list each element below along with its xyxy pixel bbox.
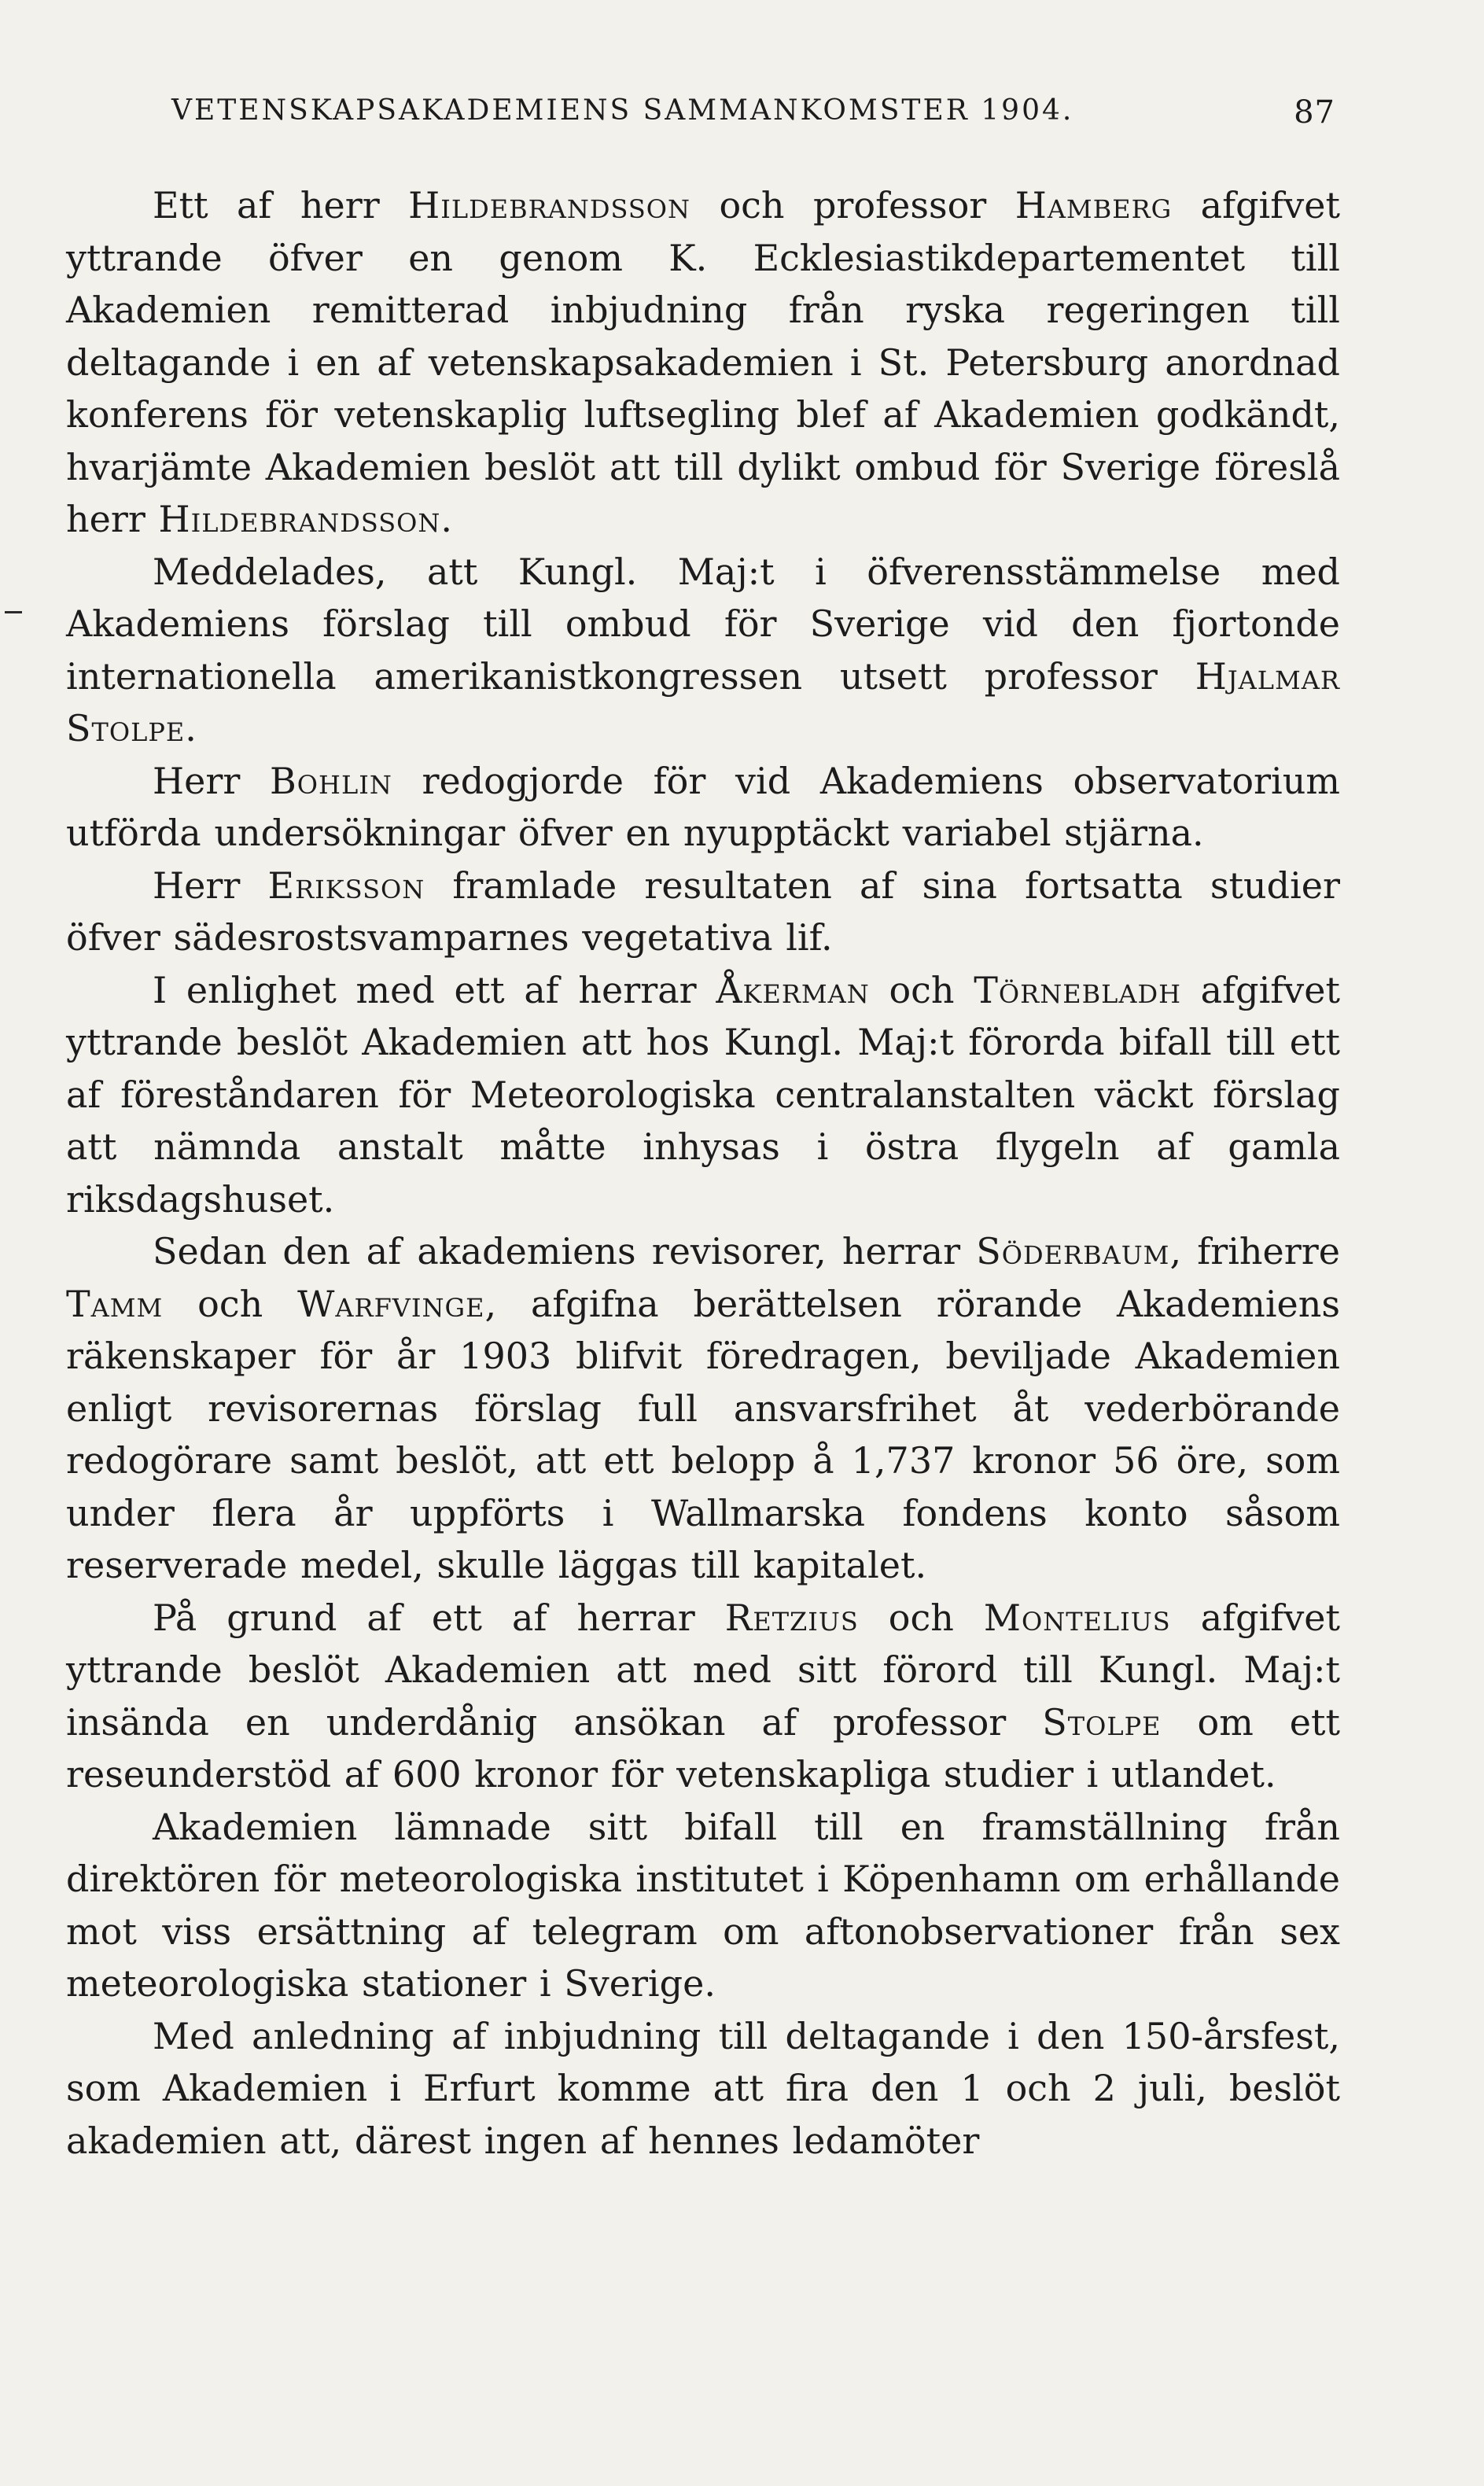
paragraph [66, 179, 1340, 546]
paragraph [66, 964, 1340, 1226]
paragraph [66, 1801, 1340, 2010]
person-name: Hildebrandsson [158, 498, 441, 540]
text-run: I enlighet med ett af herrar [153, 968, 716, 1011]
text-run: Herr [153, 864, 268, 907]
person-name: Eriksson [267, 864, 425, 907]
text-run: På grund af ett af herrar [153, 1596, 725, 1639]
text-run: om ett reseunderstöd af 600 kronor för vetenskapliga studier i utlandet. [66, 1700, 1340, 1795]
text-run: , afgifna berättelsen rörande Akademiens räkenskaper för år 1903 blifvit föredragen, beviljade Akademien enligt revisorernas förslag full ansvarsfrihet åt vederbörande redogörare samt beslöt, att ett belopp å 1,737 kronor 56 öre, som under flera år uppförts i Wallmarska fondens konto såsom reserverade medel, skulle läggas till kapitalet. [66, 1282, 1341, 1586]
paragraph [66, 1225, 1340, 1592]
text-run: afgifvet yttrande öfver en genom K. Ecklesiastikdepartementet till Akademien remitterad inbjudning från ryska regeringen till deltagande i en af vetenskapsakademien i St. Petersburg anordnad konferens för vetenskaplig luftsegling blef af Akademien godkändt, hvarjämte Akademien beslöt att till dylikt ombud för Sverige föreslå herr [66, 184, 1340, 540]
text-run: afgifvet yttrande beslöt Akademien att hos Kungl. Maj:t förorda bifall till ett af föreståndaren för Meteorologiska centralanstalten väckt förslag att nämnda anstalt måtte inhysas i östra flygeln af gamla riksdagshuset. [66, 968, 1340, 1221]
person-name: Törnebladh [974, 968, 1182, 1011]
text-run: Sedan den af akademiens revisorer, herrar [153, 1230, 977, 1272]
text-run: framlade resultaten af sina fortsatta studier öfver sädesrostsvamparnes vegetativa lif. [66, 864, 1340, 959]
person-name: Hjalmar Stolpe [66, 654, 1340, 749]
text-run: Meddelades, att Kungl. Maj:t i öfverensstämmelse med Akademiens förslag till ombud för Sverige vid den fjortonde internationella amerikanistkongressen utsett professor [66, 550, 1340, 698]
person-name: Warfvinge [297, 1282, 485, 1325]
text-run: redogjorde för vid Akademiens observatorium utförda undersökningar öfver en nyupptäckt variabel stjärna. [66, 759, 1340, 854]
paragraph [66, 1592, 1340, 1801]
margin-dash-mark [5, 611, 22, 613]
paragraph [66, 755, 1340, 860]
text-run: Akademien lämnade sitt bifall till en framställning från direktören för meteorologiska institutet i Köpenhamn om erhållande mot viss ersättning af telegram om aftonobservationer från sex meteorologiska stationer i Sverige. [66, 1805, 1340, 2005]
text-run: . [440, 498, 452, 540]
text-run: och professor [690, 184, 1015, 227]
text-run: Ett af herr [153, 184, 409, 227]
person-name: Montelius [983, 1596, 1171, 1639]
text-run: Herr [153, 759, 270, 802]
person-name: Bohlin [270, 759, 392, 802]
running-header [171, 94, 1335, 149]
person-name: Stolpe [1042, 1700, 1162, 1744]
text-run: , friherre [1169, 1230, 1340, 1272]
body-text [66, 179, 1340, 2167]
person-name: Hamberg [1014, 184, 1173, 227]
text-run: och [869, 968, 974, 1011]
person-name: Tamm [66, 1282, 164, 1325]
person-name: Retzius [724, 1596, 859, 1639]
text-run: och [858, 1596, 984, 1639]
text-run: Med anledning af inbjudning till deltagande i den 150-årsfest, som Akademien i Erfurt komme att fira den 1 och 2 juli, beslöt akademien att, därest ingen af hennes ledamöter [66, 2014, 1340, 2162]
page-number: 87 [1294, 94, 1335, 131]
paragraph [66, 860, 1340, 964]
person-name: Hildebrandsson [408, 184, 691, 227]
text-run: och [163, 1282, 298, 1325]
text-run: afgifvet yttrande beslöt Akademien att med sitt förord till Kungl. Maj:t insända en underdånig ansökan af professor [66, 1596, 1341, 1744]
paragraph [66, 2010, 1340, 2167]
person-name: Söderbaum [976, 1230, 1170, 1272]
paragraph [66, 546, 1340, 755]
running-title: VETENSKAPSAKADEMIENS SAMMANKOMSTER 1904. [171, 94, 1074, 127]
text-run: . [185, 707, 197, 749]
person-name: Åkerman [716, 968, 870, 1011]
